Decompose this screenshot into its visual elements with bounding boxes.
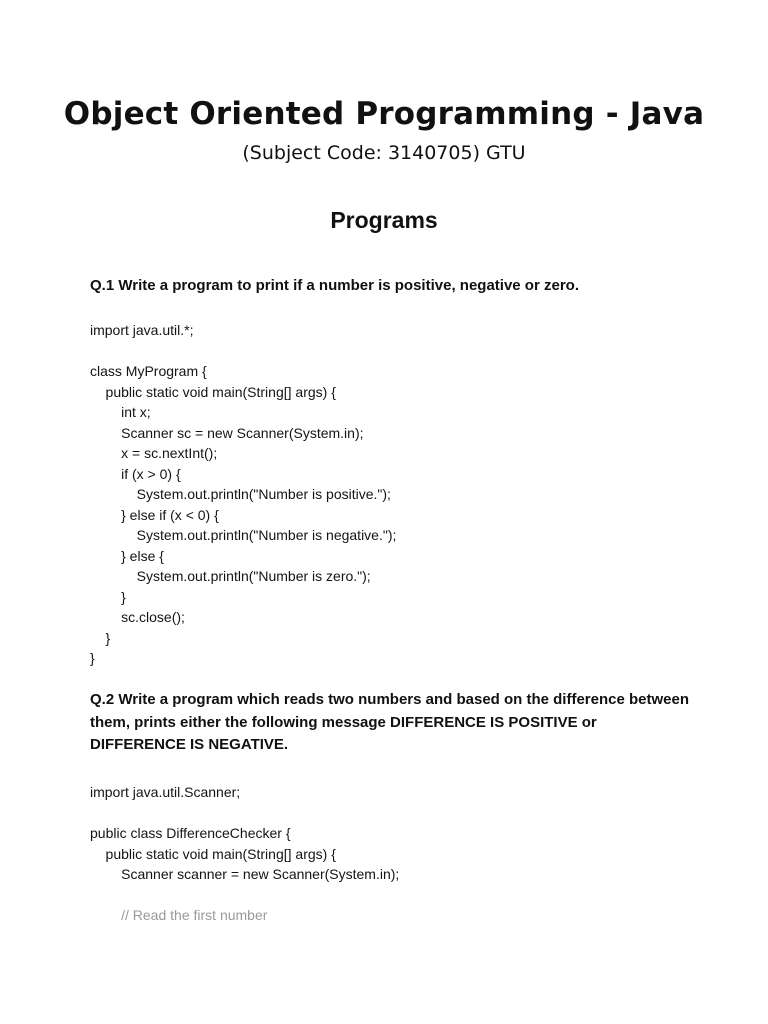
code-line: } else if (x < 0) { [90,506,219,523]
code-line [90,803,399,824]
code-line: public class DifferenceChecker { [90,825,291,841]
code-line: } [90,588,126,605]
code-line: sc.close(); [90,609,185,625]
code-line: System.out.println("Number is negative."); [90,527,397,543]
code-block-2 [90,782,399,926]
code-line: import java.util.Scanner; [90,784,241,800]
code-line: int x; [90,404,151,420]
code-line: } [90,650,95,666]
question-2: Q.2 Write a program which reads two numbers and based on the difference between them, prints either the following message DIFFERENCE IS POSITIVE or DIFFERENCE IS NEGATIVE. [90,691,690,753]
code-block-1 [90,320,396,669]
section-heading: Programs [330,207,438,233]
question-1: Q.1 Write a program to print if a number is positive, negative or zero. [90,277,579,294]
code-line: if (x > 0) { [90,465,181,482]
code-line: x = sc.nextInt(); [90,445,218,461]
code-line: public static void main(String[] args) { [90,845,336,862]
code-line: public static void main(String[] args) { [90,383,336,400]
code-line [90,341,396,362]
code-line: Scanner sc = new Scanner(System.in); [90,424,364,441]
code-comment: // Read the first number [90,907,268,923]
code-line: System.out.println("Number is zero."); [90,568,371,584]
code-line [90,885,399,906]
code-line: Scanner scanner = new Scanner(System.in); [90,866,400,882]
code-line: } else { [90,547,164,564]
code-line: } [90,629,111,646]
code-line: import java.util.*; [90,322,194,338]
document-title: Object Oriented Programming - Java [63,96,705,132]
code-line: System.out.println("Number is positive."); [90,486,391,502]
code-line: class MyProgram { [90,363,207,379]
document-subtitle: (Subject Code: 3140705) GTU [242,142,526,164]
